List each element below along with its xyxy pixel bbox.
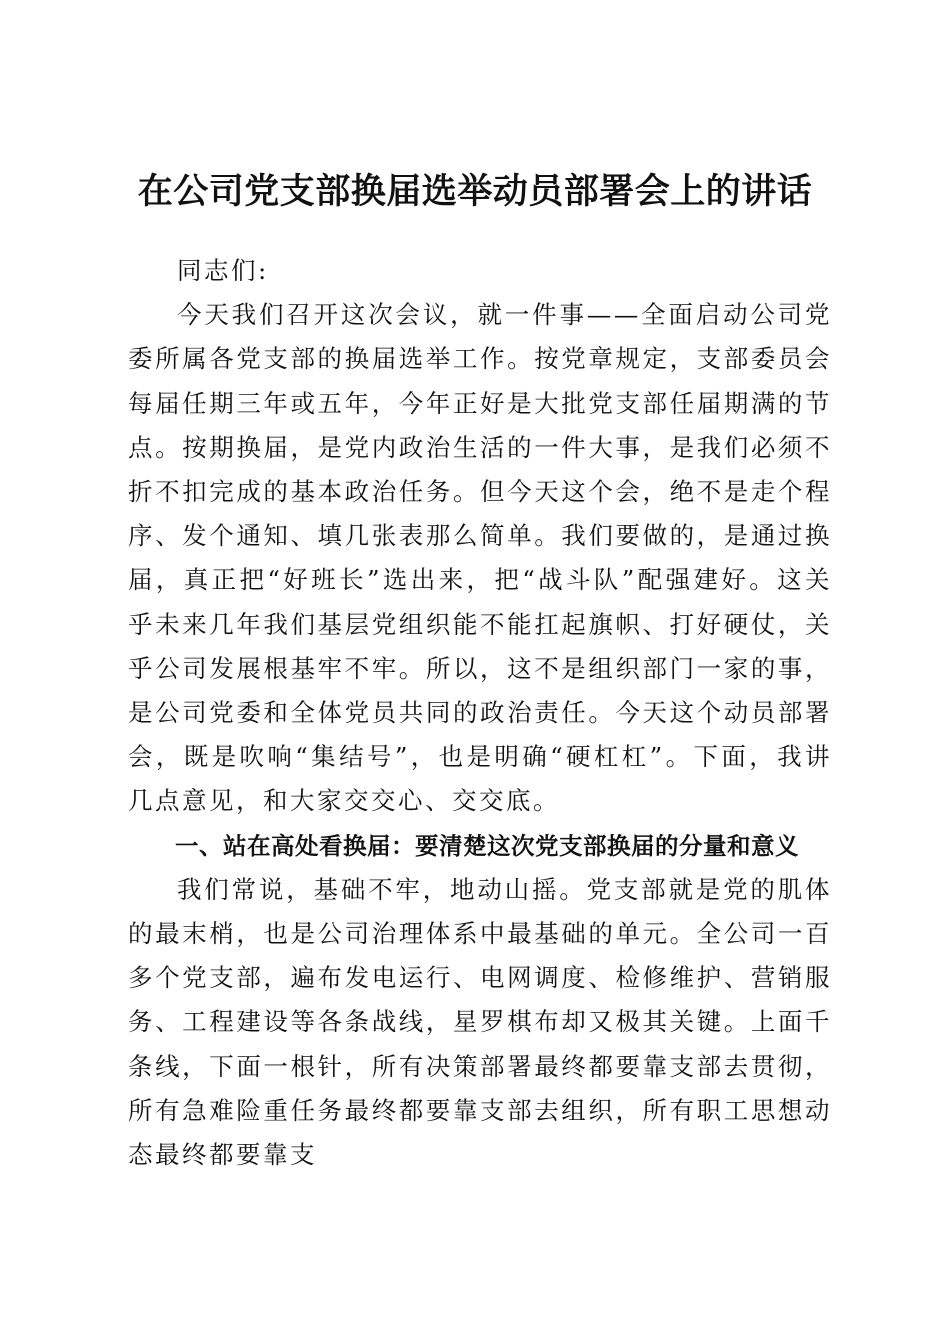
document-body [128,249,832,1177]
salutation: 同志们: [177,256,269,285]
intro-paragraph: 今天我们召开这次会议，就一件事——全面启动公司党委所属各党支部的换届选举工作。按党章规定，支部委员会每届任期三年或五年，今年正好是大批党支部任届期满的节点。按期换届，是党内政治生活的一件大事，是我们必须不折不扣完成的基本政治任务。但今天这个会，绝不是走个程序、发个通知、填几张表那么简单。我们要做的，是通过换届，真正把“好班长”选出来，把“战斗队”配强建好。这关乎未来几年我们基层党组织能不能扛起旗帜、打好硬仗，关乎公司发展根基牢不牢。所以，这不是组织部门一家的事，是公司党委和全体党员共同的政治责任。今天这个动员部署会，既是吹响“集结号”，也是明确“硬杠杠”。下面，我讲几点意见，和大家交交心、交交底。 [128,300,832,816]
document-title: 在公司党支部换届选举动员部署会上的讲话 [137,171,813,212]
section-paragraph: 我们常说，基础不牢，地动山摇。党支部就是党的肌体的最末梢，也是公司治理体系中最基础的单元。全公司一百多个党支部，遍布发电运行、电网调度、检修维护、营销服务、工程建设等各条战线，星罗棋布却又极其关键。上面千条线，下面一根针，所有决策部署最终都要靠支部去贯彻，所有急难险重任务最终都要靠支部去组织，所有职工思想动态最终都要靠支 [128,874,832,1170]
section-heading: 一、站在高处看换届：要清楚这次党支部换届的分量和意义 [175,831,799,860]
